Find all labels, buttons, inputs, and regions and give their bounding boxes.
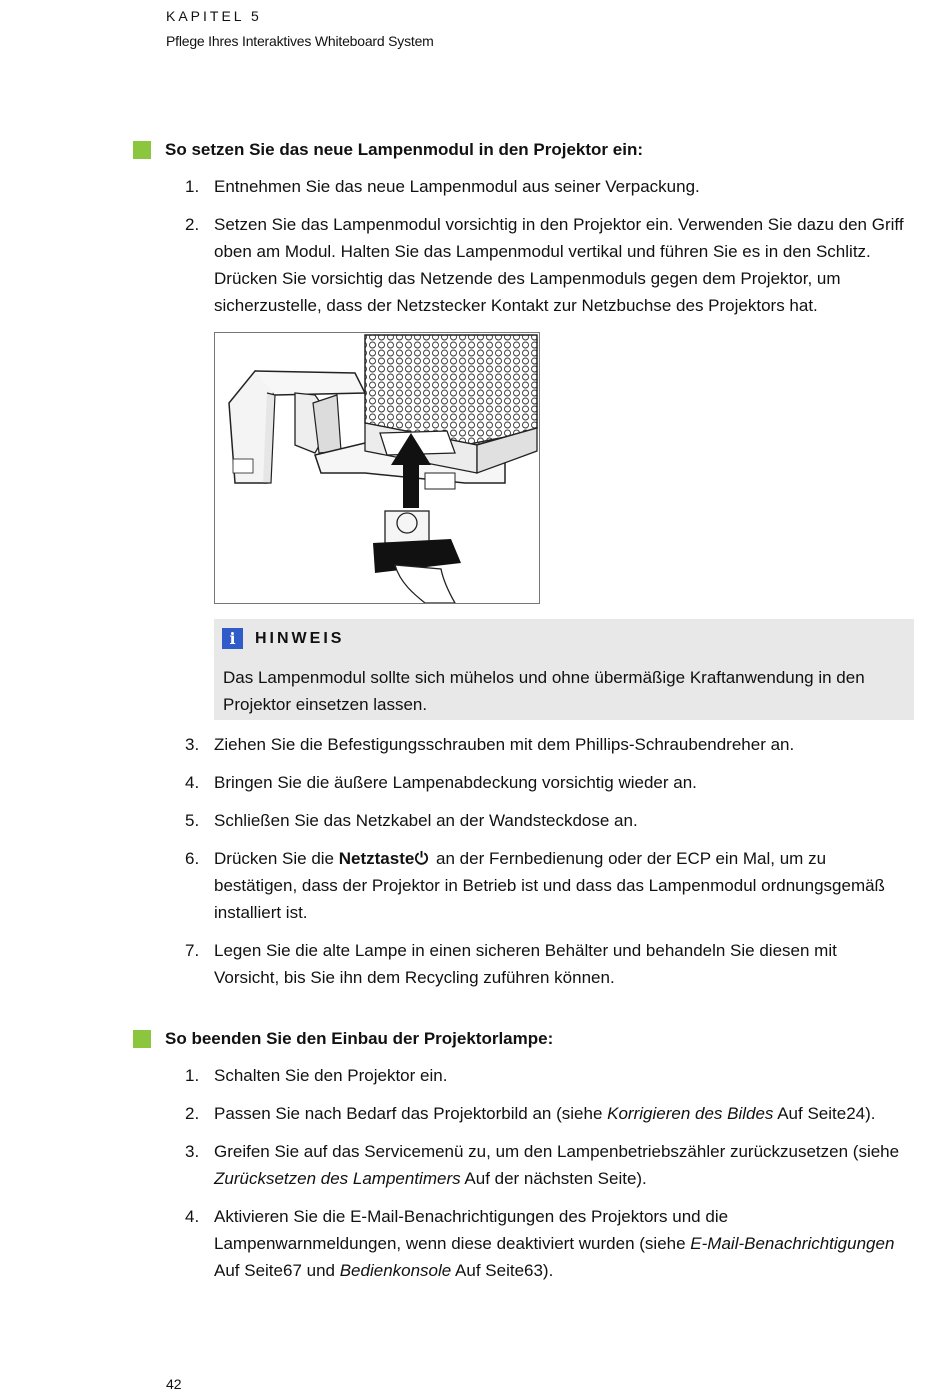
item-text-part: Auf Seite67 und: [214, 1261, 340, 1280]
item-text-part: Auf Seite24).: [773, 1104, 876, 1123]
lamp-installation-illustration: [214, 332, 540, 604]
list-item: [185, 1100, 905, 1127]
bullet-square: [133, 1030, 151, 1048]
info-icon: i: [222, 628, 243, 649]
note-header: [222, 628, 344, 649]
item-text-part: Aktivieren Sie die E-Mail-Benachrichtigungen des Projektors und die Lampenwarnmeldungen, wenn diese deaktiviert wurden (siehe: [214, 1207, 729, 1253]
item-text-part: Auf der nächsten Seite).: [460, 1169, 647, 1188]
chapter-subtitle: Pflege Ihres Interaktives Whiteboard System: [166, 33, 434, 49]
item-text: [214, 1100, 905, 1127]
item-number: 6.: [185, 849, 200, 868]
note-title: HINWEIS: [255, 629, 345, 647]
item-number: 3.: [185, 735, 200, 754]
item-text: [214, 1138, 905, 1192]
item-number: 1.: [185, 177, 200, 196]
list-item: [185, 937, 905, 991]
cross-reference-link[interactable]: Bedienkonsole: [339, 1261, 452, 1280]
note-box: [214, 619, 914, 720]
list-item: [185, 211, 905, 319]
item-text: Ziehen Sie die Befestigungsschrauben mit dem Phillips-Schraubendreher an.: [214, 735, 795, 754]
list-item: [185, 1203, 905, 1284]
list-item: [185, 807, 905, 834]
cross-reference-link[interactable]: Zurücksetzen des Lampentimers: [214, 1169, 461, 1188]
note-text: Das Lampenmodul sollte sich mühelos und ohne übermäßige Kraftanwendung in den Projektor einsetzen lassen.: [223, 668, 865, 714]
item-text-part: an der Fernbedienung oder der ECP ein Mal, um zu bestätigen, dass der Projektor in Betrieb ist und dass das Lampenmodul ordnungsgemäß installiert ist.: [214, 849, 885, 922]
list-item: [185, 1138, 905, 1192]
item-number: 3.: [185, 1142, 200, 1161]
bullet-square: [133, 141, 151, 159]
item-number: 4.: [185, 773, 200, 792]
item-text-part: Passen Sie nach Bedarf das Projektorbild an (siehe: [214, 1104, 608, 1123]
power-icon: [414, 850, 429, 865]
item-text: Legen Sie die alte Lampe in einen sicheren Behälter und behandeln Sie diesen mit Vorsicht, bis Sie ihn dem Recycling zuführen können.: [214, 941, 837, 987]
item-text-part: Auf Seite63).: [451, 1261, 554, 1280]
item-text: Bringen Sie die äußere Lampenabdeckung vorsichtig wieder an.: [214, 773, 697, 792]
item-text: [214, 845, 905, 926]
cross-reference-link[interactable]: E-Mail-Benachrichtigungen: [690, 1234, 895, 1253]
item-text: Schließen Sie das Netzkabel an der Wandsteckdose an.: [214, 811, 638, 830]
item-text-part: Drücken Sie die: [214, 849, 339, 868]
list-item: [185, 173, 905, 200]
item-text-part: Greifen Sie auf das Servicemenü zu, um den Lampenbetriebszähler zurückzusetzen (siehe: [214, 1142, 900, 1161]
item-text: Schalten Sie den Projektor ein.: [214, 1066, 448, 1085]
section-heading: [133, 140, 643, 160]
power-key-label: Netztaste: [338, 849, 415, 868]
list-item: [185, 731, 905, 758]
section-heading: [133, 1029, 553, 1049]
item-text: [214, 1203, 905, 1284]
item-text: Entnehmen Sie das neue Lampenmodul aus seiner Verpackung.: [214, 177, 700, 196]
item-number: 1.: [185, 1066, 200, 1085]
list-item: [185, 769, 905, 796]
item-number: 2.: [185, 1104, 200, 1123]
section-title: So setzen Sie das neue Lampenmodul in den Projektor ein:: [165, 140, 643, 159]
item-text: Setzen Sie das Lampenmodul vorsichtig in den Projektor ein. Verwenden Sie dazu den Griff oben am Modul. Halten Sie das Lampenmodul vertikal und führen Sie es in den Schlitz. Drücken Sie vorsichtig das Netzende des Lampenmoduls gegen dem Projektor, um sicherzustelle, dass der Netzstecker Kontakt zur Netzbuchse des Projektors hat.: [214, 215, 904, 315]
item-number: 4.: [185, 1207, 200, 1226]
item-number: 5.: [185, 811, 200, 830]
section-title: So beenden Sie den Einbau der Projektorlampe:: [165, 1029, 554, 1048]
chapter-label: KAPITEL 5: [166, 8, 262, 24]
item-number: 7.: [185, 941, 200, 960]
list-item: [185, 845, 905, 926]
page-number: 42: [166, 1376, 182, 1392]
list-item: [185, 1062, 905, 1089]
cross-reference-link[interactable]: Korrigieren des Bildes: [607, 1104, 774, 1123]
item-number: 2.: [185, 215, 200, 234]
